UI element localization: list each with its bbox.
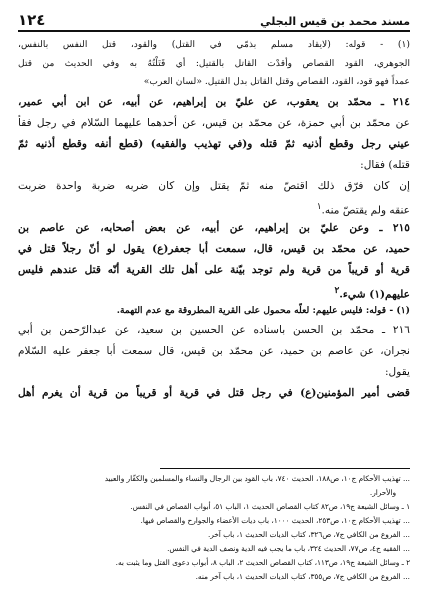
footnote-line: ٢ ـ وسائل الشيعة ج١٩، ص١١٣، كتاب القصاص الحديث ٢، الباب ٨، أبواب دعوى القتل وما يثبت به.	[115, 558, 410, 567]
footnote-line: والأحرار.	[369, 488, 396, 497]
hadith-line	[18, 281, 410, 302]
running-title: مسند محمد بن قيس البجلي	[260, 15, 410, 28]
page-number: ١٢٤	[18, 11, 46, 29]
footnote-line: ١ ـ وسائل الشيعة ج١٩، ص٨٢ كتاب القصاص الحديث ١، الباب ٥١، أبواب القصاص في النفس.	[130, 502, 410, 511]
hadith-line: حميد، عن محمّد بن قيس، قال، سمعت أبا جعفر(ع) يقول لو أنّ رجلاً قتل في	[18, 242, 410, 255]
hadith-line: إن كان فرّق ذلك اقتصّ منه ثمّ يقتل وإن كان ضربه ضربة واحدة ضربت	[18, 179, 410, 192]
footnote-separator	[160, 468, 410, 469]
footnote-line: ... الفروع من الكافي ج٧، ص٣٥٥، كتاب الديات الحديث ١، باب آخر منه.	[195, 572, 410, 581]
footnote-line: ... الفقيه ج٤، ص٧٧، الحديث ٣٢٤، باب ما يجب فيه الدية ونصف الدية في النفس.	[167, 544, 410, 553]
hadith-line-text: عنقه ولم يقتصّ منه.	[321, 204, 410, 217]
hadith-line: قرية أو قريباً من قرية ولم توجد بيّنة على أهل تلك القرية أنّه قتل عندهم فليس	[18, 263, 410, 276]
note-line: عمداً فهو قود، القود، القصاص وقتل القاتل بدل القتيل. «لسان العرب»	[143, 76, 410, 87]
hadith-line: يقول:	[384, 366, 410, 378]
hadith-line: عيني رجل وقطع أذنيه ثمّ قتله و(في تهذيب والفقيه) (قطع أنفه وقطع أذنيه ثمّ	[18, 137, 410, 150]
hadith-line: ٢١٦ ـ محمّد بن الحسن باسناده عن الحسين بن سعيد، عن عبدالرّحمن بن أبي	[18, 324, 410, 336]
hadith-line: عن محمّد بن أبي حمزة، عن محمّد بن قيس، عن أحدهما عليهما السّلام في رجل فقأ	[18, 116, 410, 129]
note-line: (١) - قوله: فليس عليهم: لعلّه محمول على القرية المطروقة مع عدم التهمة.	[116, 304, 410, 316]
footnote-line: ... تهذيب الأحكام ج١٠، ص١٨٨، الحديث ٧٤٠، باب القود بين الرجال والنساء والمسلمين والكفّار والعبيد	[104, 474, 410, 483]
hadith-line: ٢١٤ ـ محمّد بن يعقوب، عن عليّ بن إبراهيم، عن أبيه، عن ابن أبي عمير،	[18, 95, 410, 108]
footnote-line: ... الفروع من الكافي ج٧، ص٣٢٦، كتاب الديات الحديث ١، باب آخر.	[207, 530, 410, 539]
note-line: (١) - قوله: (لايقاد مسلم بذمّي في القتل) والقود، قتل النفس بالنفس،	[18, 39, 410, 50]
hadith-line	[18, 197, 410, 218]
footnotes	[18, 472, 410, 584]
hadith-line: قضى أمير المؤمنين(ع) في رجل قتل في قرية أو قريباً من قرية أن يغرم أهل	[18, 387, 410, 399]
hadith-line-text: عليهم(١) شيء.	[339, 288, 410, 301]
footnote-line: ... تهذيب الأحكام ج١٠، ص٢٥٣، الحديث ١٠٠٠، باب ديات الأعضاء والجوارح والقصاص فيها.	[140, 516, 410, 525]
page-header	[18, 8, 410, 32]
footnote-marker: ٢	[334, 285, 340, 296]
note-line: الجوهري، القود القصاص وأقدْت القاتل بالقتيل: أي قَتَلْتُهُ به وفي الحديث من قتل	[18, 57, 410, 69]
hadith-line: نجران، عن عاصم بن حميد، عن محمّد بن قيس، قال سمعت أبا جعفر عليه السّلام	[18, 345, 410, 357]
footnote-marker: ١	[316, 201, 322, 212]
main-text	[18, 36, 410, 404]
hadith-line: قتله) فقال:	[360, 158, 410, 171]
hadith-line: ٢١٥ ـ وعن عليّ بن إبراهيم، عن أبيه، عن بعض أصحابه، عن عاصم بن	[18, 221, 410, 234]
